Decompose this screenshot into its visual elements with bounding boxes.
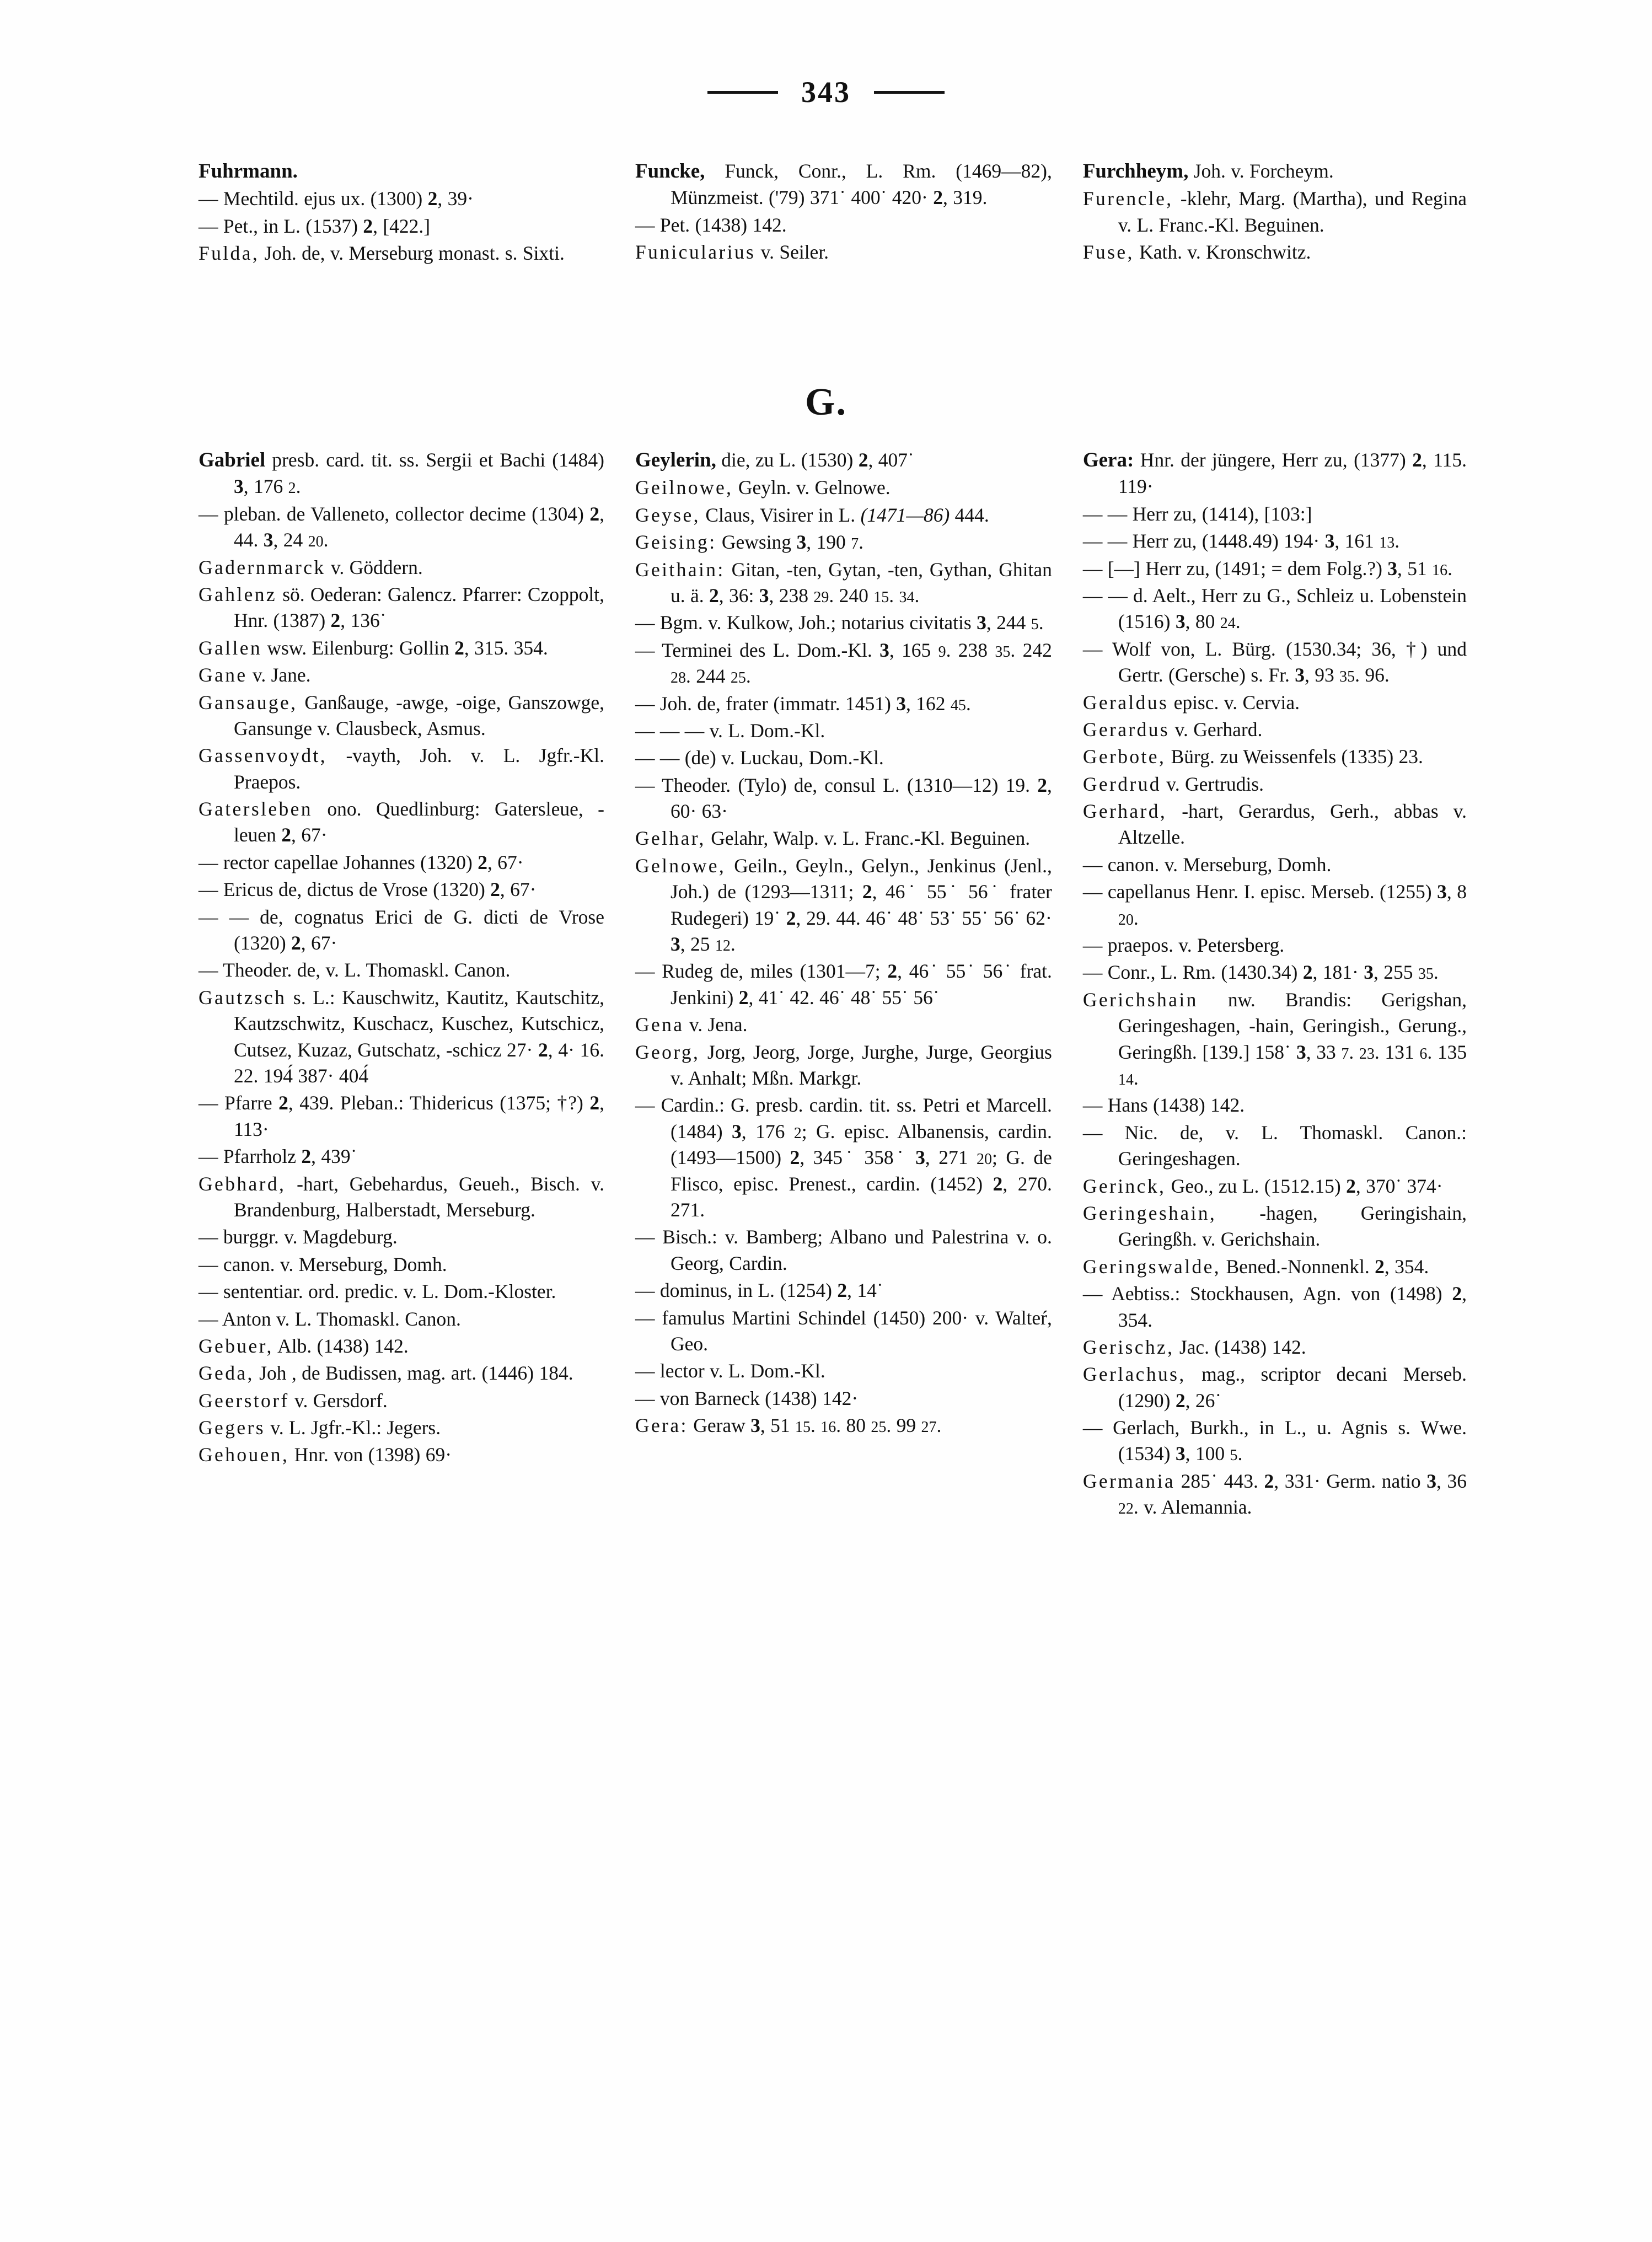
page-number: 343 [801, 76, 851, 109]
entry-continuation-dash: — [199, 187, 218, 210]
entry-headword: Gane [199, 664, 248, 686]
index-entry [635, 158, 1052, 211]
index-entry [1083, 636, 1467, 689]
index-entry [199, 985, 604, 1090]
index-entry [199, 796, 604, 849]
index-entry [199, 1090, 604, 1143]
entry-text: die, zu L. (1530) 2, 407˙ [716, 449, 914, 471]
index-entry [1083, 158, 1467, 185]
column-middle-main [635, 447, 1052, 1522]
entry-headword: Gena [635, 1013, 684, 1036]
entry-text: Pfarre 2, 439. Pleban.: Thidericus (1375; †?) 2, 113· [218, 1092, 604, 1140]
entry-text: Herr zu, (1448.49) 194· 3, 161 13. [1127, 530, 1400, 553]
index-entry [199, 662, 604, 688]
entry-continuation-dash: — — [635, 747, 680, 769]
entry-text: v. Seiler. [755, 241, 829, 264]
entry-text: Conr., L. Rm. (1430.34) 2, 181· 3, 255 35. [1102, 961, 1439, 984]
entry-continuation-dash: — [1082, 637, 1103, 660]
index-entry [635, 610, 1052, 636]
entry-continuation-dash: — [635, 692, 655, 715]
entry-headword: Gehouen, [199, 1444, 289, 1466]
entry-text: -hart, Gebehardus, Geueh., Bisch. v. Brandenburg, Halberstadt, Merseburg. [234, 1172, 604, 1221]
column-right-main [1083, 447, 1467, 1522]
index-entry [1083, 1200, 1467, 1253]
entry-text: 285˙ 443. 2, 331· Germ. natio 3, 36 22. v. Alemannia. [1118, 1469, 1467, 1519]
entry-text: Jorg, Jeorg, Jorge, Jurghe, Jurge, Georgius v. Anhalt; Mßn. Markgr. [670, 1040, 1052, 1089]
index-entry [1083, 239, 1467, 265]
rule-left [707, 91, 778, 94]
index-entry [199, 501, 604, 554]
entry-headword: Geraldus [1082, 691, 1169, 714]
entry-text: Geiln., Geyln., Gelyn., Jenkinus (Jenl., Joh.) de (1293—1311; 2, 46˙ 55˙ 56˙ frater Rudegeri) 19˙ 2, 29. 44. 46˙ 48˙ 53˙ 55˙ 56˙ 62· 3, 25 12. [670, 854, 1052, 956]
column-left-top [199, 158, 604, 268]
entry-text: Geraw 3, 51 15. 16. 80 25. 99 27. [688, 1414, 942, 1437]
entry-text: v. Göddern. [325, 556, 423, 578]
index-entry [199, 743, 604, 795]
index-entry [199, 1306, 604, 1332]
entry-continuation-dash: — [—] [1082, 557, 1140, 580]
entry-headword: Geringswalde, [1082, 1255, 1221, 1278]
entry-headword: Furencle, [1082, 187, 1173, 210]
entry-text: Kath. v. Kronschwitz. [1134, 241, 1311, 264]
index-entry [635, 1305, 1052, 1358]
entry-text: Gewsing 3, 190 7. [716, 531, 863, 554]
index-entry [1083, 744, 1467, 770]
entry-continuation-dash: — — [1082, 502, 1128, 525]
entry-headword: Gatersleben [199, 798, 313, 820]
running-head [0, 77, 1652, 107]
entry-text: v. Gertrudis. [1161, 773, 1264, 795]
index-entry [1083, 1092, 1467, 1118]
entry-text: praepos. v. Petersberg. [1102, 934, 1285, 957]
index-entry [1083, 1334, 1467, 1360]
entry-headword: Gerinck, [1082, 1174, 1166, 1197]
entry-continuation-dash: — [1082, 1094, 1103, 1117]
entry-continuation-dash: — [199, 1092, 218, 1114]
entry-text: ono. Quedlinburg: Gatersleue, -leuen 2, 67· [234, 798, 604, 846]
index-entry [1083, 447, 1467, 500]
index-entry [635, 1358, 1052, 1384]
entry-text: sententiar. ord. predic. v. L. Dom.-Kloster. [218, 1280, 556, 1303]
index-entry [1083, 690, 1467, 716]
index-entry [1083, 771, 1467, 797]
entry-text: episc. v. Cervia. [1168, 691, 1300, 714]
column-middle-top [635, 158, 1052, 268]
entry-continuation-dash: — [635, 1226, 655, 1248]
entry-text: -vayth, Joh. v. L. Jgfr.-Kl. Praepos. [234, 744, 604, 793]
entry-continuation-dash: — [199, 878, 218, 901]
entry-continuation-dash: — — — [635, 719, 705, 742]
index-band-top [199, 158, 1467, 268]
entry-text: dominus, in L. (1254) 2, 14˙ [655, 1279, 883, 1302]
index-entry [635, 475, 1052, 501]
entry-text: Hnr. der jüngere, Herr zu, (1377) 2, 115. 119· [1118, 449, 1467, 498]
column-left-main [199, 447, 604, 1522]
entry-text: canon. v. Merseburg, Domh. [218, 1253, 447, 1275]
entry-continuation-dash: — [1082, 1283, 1103, 1305]
entry-text: d. Aelt., Herr zu G., Schleiz u. Lobenstein (1516) 3, 80 24. [1118, 584, 1467, 633]
entry-headword: Geithain: [635, 558, 725, 581]
entry-text: s. L.: Kauschwitz, Kautitz, Kautschitz, Kautzschwitz, Kuschacz, Kuschez, Kutschicz, Cutsez, Kuzaz, Gutschatz, -schicz 27· 2, 4· 16. 22. 194́ 387· 404́ [234, 986, 604, 1087]
entry-text: Hnr. von (1398) 69· [289, 1444, 452, 1466]
index-entry [199, 877, 604, 903]
entry-headword: Gerdrud [1082, 773, 1161, 795]
index-entry [199, 582, 604, 634]
index-entry [199, 635, 604, 661]
entry-headword: Gelhar, [635, 827, 706, 850]
entry-text: rector capellae Johannes (1320) 2, 67· [218, 851, 524, 873]
index-entry [635, 718, 1052, 744]
index-entry [1083, 1468, 1467, 1521]
index-entry [199, 186, 604, 212]
entry-continuation-dash: — [199, 502, 218, 525]
index-entry [635, 773, 1052, 825]
entry-headword: Gerhard, [1082, 800, 1167, 823]
index-entry [635, 1386, 1052, 1412]
index-entry [199, 213, 604, 239]
column-right-top [1083, 158, 1467, 268]
entry-headword: Geising: [635, 531, 717, 554]
entry-text: Wolf von, L. Bürg. (1530.34; 36, †) und Gertr. (Gersche) s. Fr. 3, 93 35. 96. [1102, 637, 1467, 686]
entry-continuation-dash: — [1082, 934, 1103, 957]
index-band-main [199, 447, 1467, 1522]
entry-headword: Fulda, [199, 242, 260, 265]
index-entry [635, 1039, 1052, 1092]
entry-text: Herr zu, (1491; = dem Folg.?) 3, 51 16. [1140, 557, 1453, 580]
rule-right [874, 91, 945, 94]
entry-continuation-dash: — [199, 1307, 218, 1330]
entry-continuation-dash: — [1082, 881, 1103, 903]
index-entry [1083, 583, 1467, 635]
entry-headword: Geerstorf [199, 1389, 289, 1412]
index-entry [199, 1144, 604, 1170]
entry-text: Nic. de, v. L. Thomaskl. Canon.: Geringeshagen. [1102, 1121, 1467, 1170]
entry-text: Bürg. zu Weissenfels (1335) 23. [1166, 745, 1423, 768]
index-entry [199, 1415, 604, 1441]
entry-continuation-dash: — [635, 1360, 655, 1382]
entry-text: Gelahr, Walp. v. L. Franc.-Kl. Beguinen. [705, 827, 1031, 850]
entry-text: Joh. v. Forcheym. [1188, 160, 1334, 182]
entry-text: sö. Oederan: Galencz. Pfarrer: Czoppolt, Hnr. (1387) 2, 136˙ [234, 583, 604, 632]
entry-headword: Geilnowe, [635, 476, 733, 499]
index-entry [635, 447, 1052, 474]
index-entry [635, 1092, 1052, 1223]
entry-text: Claus, Visirer in L. (1471—86) 444. [700, 503, 989, 526]
index-entry [635, 1278, 1052, 1304]
index-entry [199, 904, 604, 957]
index-entry [1083, 1415, 1467, 1467]
entry-continuation-dash: — [1082, 961, 1103, 984]
entry-text: v. Gersdorf. [289, 1389, 388, 1412]
entry-text: -hart, Gerardus, Gerh., abbas v. Altzelle. [1118, 800, 1467, 849]
entry-text: Bisch.: v. Bamberg; Albano und Palestrina v. o. Georg, Cardin. [655, 1226, 1052, 1274]
entry-headword: Geringeshain, [1082, 1202, 1217, 1224]
index-entry [199, 1388, 604, 1414]
entry-continuation-dash: — [1082, 853, 1103, 876]
index-entry [635, 825, 1052, 851]
entry-headword-bold: Funcke, [635, 160, 705, 183]
index-entry [635, 958, 1052, 1011]
index-entry [199, 1442, 604, 1468]
entry-continuation-dash: — [635, 774, 655, 796]
entry-text: v. L. Dom.-Kl. [704, 719, 825, 742]
entry-text: Cardin.: G. presb. cardin. tit. ss. Petri et Marcell. (1484) 3, 176 2; G. episc. Albanensis, cardin. (1493—1500) 2, 345˙ 358˙ 3, 271 20; G. de Flisco, episc. Prenest., cardin. (1452) 2, 270. 271. [655, 1094, 1052, 1221]
index-entry [199, 1279, 604, 1305]
entry-text: Jac. (1438) 142. [1174, 1335, 1306, 1358]
entry-continuation-dash: — [199, 959, 218, 981]
entry-text: Joh , de Budissen, mag. art. (1446) 184. [254, 1362, 573, 1385]
entry-continuation-dash: — [199, 1253, 218, 1275]
entry-text: Geo., zu L. (1512.15) 2, 370˙ 374· [1166, 1174, 1443, 1197]
index-entry [199, 957, 604, 983]
entry-continuation-dash: — [199, 1226, 218, 1248]
entry-text: Bgm. v. Kulkow, Joh.; notarius civitatis 3, 244 5. [655, 612, 1044, 634]
index-entry [199, 158, 604, 185]
entry-headword-bold: Gabriel [199, 449, 266, 471]
entry-headword: Gassenvoydt, [199, 744, 328, 767]
entry-text: Herr zu, (1414), [103:] [1127, 502, 1312, 525]
index-entry [1083, 987, 1467, 1092]
entry-continuation-dash: — — [1082, 584, 1128, 607]
entry-text: Alb. (1438) 142. [273, 1334, 409, 1357]
entry-headword-bold: Fuhrmann. [199, 160, 298, 183]
entry-text: Ganßauge, -awge, -oige, Ganszowge, Gansunge v. Clausbeck, Asmus. [234, 691, 604, 739]
entry-text: famulus Martini Schindel (1450) 200· v. Walteŕ, Geo. [655, 1306, 1052, 1355]
entry-headword: Gelnowe, [635, 854, 726, 877]
index-entry [1083, 798, 1467, 851]
index-entry [635, 1012, 1052, 1038]
entry-text: presb. card. tit. ss. Sergii et Bachi (1484) 3, 176 2. [234, 449, 604, 498]
entry-continuation-dash: — — [199, 905, 249, 928]
index-entry [199, 1171, 604, 1224]
entry-text: nw. Brandis: Gerigshan, Geringeshagen, -hain, Geringish., Gerung., Geringßh. [139.] 158˙ 3, 33 7. 23. 131 6. 135 14. [1118, 988, 1467, 1089]
index-entry [199, 690, 604, 742]
entry-continuation-dash: — [199, 214, 218, 237]
entry-text: Ericus de, dictus de Vrose (1320) 2, 67· [218, 878, 537, 901]
entry-text: de, cognatus Erici de G. dicti de Vrose (1320) 2, 67· [234, 905, 604, 954]
entry-headword: Gebuer, [199, 1334, 273, 1357]
entry-continuation-dash: — [635, 1306, 655, 1329]
index-entry [199, 240, 604, 266]
entry-text: Hans (1438) 142. [1102, 1094, 1245, 1117]
index-entry [199, 850, 604, 876]
index-entry [1083, 556, 1467, 582]
entry-headword: Gautzsch [199, 986, 287, 1009]
index-entry [1083, 1254, 1467, 1280]
index-entry [635, 637, 1052, 690]
entry-headword: Gallen [199, 636, 262, 659]
entry-continuation-dash: — [635, 960, 655, 983]
entry-text: -hagen, Geringishain, Geringßh. v. Gerichshain. [1118, 1202, 1467, 1251]
entry-text: capellanus Henr. I. episc. Merseb. (1255) 3, 8 20. [1102, 881, 1467, 929]
entry-headword: Fuse, [1082, 241, 1134, 264]
entry-headword: Gadernmarck [199, 556, 326, 578]
entry-continuation-dash: — [635, 639, 655, 661]
entry-text: v. Jane. [247, 664, 311, 686]
entry-headword-bold: Geylerin, [635, 449, 716, 471]
entry-headword: Germania [1082, 1469, 1175, 1492]
entry-text: Pet. (1438) 142. [655, 213, 787, 236]
entry-text: lector v. L. Dom.-Kl. [655, 1360, 825, 1382]
entry-headword: Gerardus [1082, 718, 1170, 741]
index-entry [635, 853, 1052, 958]
entry-text: Terminei des L. Dom.-Kl. 3, 165 9. 238 35. 242 28. 244 25. [655, 639, 1052, 688]
index-entry [1083, 1120, 1467, 1172]
index-entry [1083, 932, 1467, 958]
index-entry [199, 1333, 604, 1359]
entry-text: Bened.-Nonnenkl. 2, 354. [1221, 1255, 1429, 1278]
entry-text: Pfarrholz 2, 439˙ [218, 1145, 357, 1168]
entry-headword: Gahlenz [199, 583, 277, 605]
index-entry [1083, 1361, 1467, 1414]
index-entry [1083, 186, 1467, 238]
entry-text: Joh. de, frater (immatr. 1451) 3, 162 45. [655, 692, 971, 715]
index-entry [199, 1224, 604, 1250]
index-entry [1083, 717, 1467, 743]
entry-headword: Geda, [199, 1362, 254, 1385]
entry-text: v. L. Jgfr.-Kl.: Jegers. [265, 1417, 441, 1439]
entry-continuation-dash: — [199, 851, 218, 873]
entry-headword: Gerischz, [1082, 1335, 1174, 1358]
entry-text: Mechtild. ejus ux. (1300) 2, 39· [218, 187, 474, 210]
entry-headword: Gerbote, [1082, 745, 1166, 768]
index-entry [1083, 501, 1467, 527]
index-entry [1083, 879, 1467, 931]
entry-text: (de) v. Luckau, Dom.-Kl. [679, 747, 884, 769]
entry-text: Anton v. L. Thomaskl. Canon. [218, 1307, 461, 1330]
entry-text: Funck, Conr., L. Rm. (1469—82), Münzmeist. ('79) 371˙ 400˙ 420· 2, 319. [670, 160, 1052, 209]
entry-continuation-dash: — [635, 1387, 655, 1409]
entry-text: Theoder. de, v. L. Thomaskl. Canon. [218, 959, 511, 981]
index-entry [635, 1224, 1052, 1276]
entry-text: Geyln. v. Gelnowe. [733, 476, 891, 499]
entry-continuation-dash: — [635, 1279, 655, 1302]
entry-continuation-dash: — [635, 1094, 655, 1117]
entry-continuation-dash: — [199, 1280, 218, 1303]
index-entry [199, 1360, 604, 1386]
entry-text: Pet., in L. (1537) 2, [422.] [218, 214, 431, 237]
index-entry [1083, 1173, 1467, 1199]
entry-continuation-dash: — [199, 1145, 218, 1168]
index-entry [199, 1252, 604, 1278]
index-entry [199, 447, 604, 500]
entry-headword: Georg, [635, 1040, 700, 1063]
entry-text: Joh. de, v. Merseburg monast. s. Sixti. [259, 242, 565, 265]
index-entry [1083, 528, 1467, 554]
entry-text: mag., scriptor decani Merseb. (1290) 2, 26˙ [1118, 1363, 1467, 1412]
index-entry [635, 1413, 1052, 1439]
entry-text: Aebtiss.: Stockhausen, Agn. von (1498) 2, 354. [1102, 1283, 1467, 1331]
entry-text: canon. v. Merseburg, Domh. [1102, 853, 1332, 876]
index-entry [199, 555, 604, 581]
entry-text: wsw. Eilenburg: Gollin 2, 315. 354. [262, 636, 548, 659]
entry-headword: Gegers [199, 1417, 265, 1439]
section-letter-heading: G. [805, 381, 847, 423]
index-entry [635, 502, 1052, 528]
index-entry [635, 691, 1052, 717]
entry-text: Theoder. (Tylo) de, consul L. (1310—12) 19. 2, 60· 63· [655, 774, 1052, 823]
entry-continuation-dash: — [635, 612, 655, 634]
entry-text: Rudeg de, miles (1301—7; 2, 46˙ 55˙ 56˙ frat. Jenkini) 2, 41˙ 42. 46˙ 48˙ 55˙ 56˙ [655, 960, 1052, 1009]
entry-text: Gitan, -ten, Gytan, -ten, Gythan, Ghitan u. ä. 2, 36: 3, 238 29. 240 15. 34. [670, 558, 1052, 607]
entry-text: -klehr, Marg. (Martha), und Regina v. L. Franc.-Kl. Beguinen. [1118, 187, 1467, 236]
entry-text: v. Jena. [684, 1013, 748, 1036]
entry-text: pleban. de Valleneto, collector decime (1304) 2, 44. 3, 24 20. [218, 502, 604, 551]
entry-headword: Gera: [635, 1414, 688, 1437]
entry-text: von Barneck (1438) 142· [655, 1387, 859, 1409]
entry-text: v. Gerhard. [1170, 718, 1263, 741]
index-entry [635, 529, 1052, 555]
index-entry [635, 557, 1052, 609]
entry-headword: Gerichshain [1082, 988, 1198, 1011]
index-entry [1083, 959, 1467, 985]
index-entry [635, 212, 1052, 238]
index-entry [1083, 852, 1467, 878]
entry-continuation-dash: — [1082, 1417, 1103, 1439]
index-entry [635, 239, 1052, 265]
entry-continuation-dash: — [1082, 1121, 1103, 1144]
entry-headword: Gansauge, [199, 691, 298, 714]
entry-headword-bold: Furchheym, [1082, 160, 1189, 183]
index-entry [1083, 1281, 1467, 1333]
entry-text: burggr. v. Magdeburg. [218, 1226, 398, 1248]
entry-headword: Gerlachus, [1082, 1363, 1186, 1386]
entry-headword: Geyse, [635, 503, 700, 526]
entry-headword: Gebhard, [199, 1172, 286, 1195]
index-entry [635, 745, 1052, 771]
entry-continuation-dash: — [635, 213, 655, 236]
entry-headword: Funicularius [635, 241, 756, 264]
entry-text: Gerlach, Burkh., in L., u. Agnis s. Wwe. (1534) 3, 100 5. [1102, 1417, 1467, 1465]
entry-headword-bold: Gera: [1082, 449, 1134, 471]
entry-continuation-dash: — — [1082, 530, 1128, 553]
